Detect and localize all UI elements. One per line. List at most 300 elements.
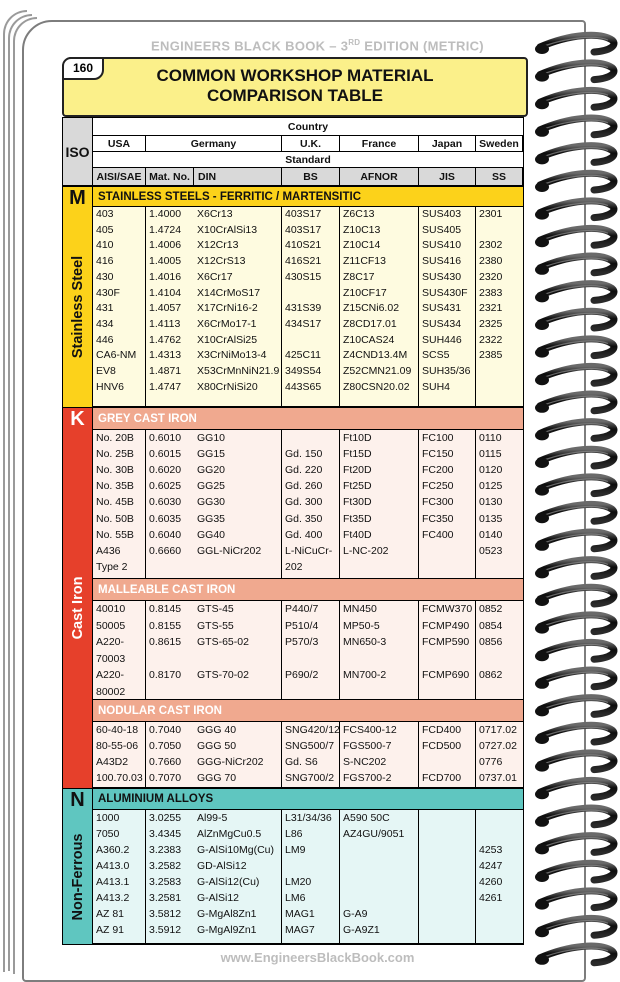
binding-ring (535, 449, 614, 468)
table-row (93, 333, 523, 349)
table-cell: X6CrMo17-1 (197, 317, 257, 330)
table-row (93, 238, 523, 254)
table-cell: 40010 (96, 603, 126, 615)
table-cell: X14CrMoS17 (197, 286, 261, 299)
table-cell: 425C11 (285, 349, 322, 362)
table-cell: MAG1 (285, 908, 315, 920)
table-row (93, 754, 523, 770)
table-cell: L-NC-202 (343, 544, 389, 557)
table-cell: 0717.02 (479, 724, 517, 736)
table-cell: 2380 (479, 255, 503, 268)
standard-4: AFNOR (340, 168, 418, 185)
table-row (93, 770, 523, 786)
table-cell: 80-55-06 (96, 740, 139, 752)
table-cell: 3.2583 (149, 876, 182, 888)
table-cell: 1.4016 (149, 270, 182, 283)
page-number: 160 (62, 57, 104, 80)
binding-ring (535, 615, 614, 634)
table-cell: SNG420/12 (285, 724, 340, 736)
group-letter: N (70, 789, 85, 811)
group-label: Stainless Steel (69, 255, 86, 359)
table-row (93, 826, 523, 842)
table-cell: GG15 (197, 448, 226, 461)
table-cell: A436 Type 2 (96, 544, 128, 573)
table-cell: FC150 (422, 448, 454, 461)
table-cell: 410S21 (285, 239, 322, 252)
table-row (93, 478, 523, 494)
table-cell: 0.8145 (149, 603, 182, 615)
table-cell: SUS405 (422, 223, 462, 236)
group-letter: M (69, 187, 86, 209)
table-cell: 0.6025 (149, 480, 182, 493)
table-cell: FCMP690 (422, 669, 470, 681)
section-rows (93, 207, 523, 406)
table-cell: GTS-65-02 (197, 636, 249, 648)
table-row (93, 906, 523, 922)
table-cell: FGS500-7 (343, 740, 392, 752)
table-row (93, 842, 523, 858)
table-row (93, 527, 523, 543)
table-row (93, 601, 523, 618)
table-cell: HNV6 (96, 380, 125, 393)
group-letter: K (70, 408, 85, 430)
binding-ring (535, 477, 614, 496)
table-cell: SUH35/36 (422, 365, 471, 377)
group-K-sidebar (63, 408, 92, 788)
table-cell: 3.2581 (149, 892, 182, 904)
binding-ring (535, 587, 614, 606)
table-cell: GGG 50 (197, 740, 237, 752)
table-cell: A413.2 (96, 892, 130, 904)
table-cell: FGS700-2 (343, 772, 392, 784)
table-cell: Z4CND13.4M (343, 349, 408, 362)
table-cell: X6Cr17 (197, 270, 233, 283)
table-cell: 0130 (479, 496, 503, 509)
table-cell: GTS-70-02 (197, 669, 249, 681)
binding-ring (535, 946, 614, 965)
table-cell: 3.5812 (149, 908, 182, 920)
table-cell: G-A9 (343, 908, 368, 920)
binding-ring (535, 201, 614, 220)
table-cell: GG40 (197, 528, 226, 541)
country-2: U.K. (282, 136, 339, 151)
table-cell: 0852 (479, 603, 503, 615)
table-cell: 2385 (479, 349, 503, 362)
table-row (93, 254, 523, 270)
table-cell: Gd. 350 (285, 512, 323, 525)
table-cell: Ft20D (343, 464, 372, 477)
country-header: Country (93, 118, 523, 135)
table-cell: 1.4313 (149, 349, 182, 362)
table-cell: 7050 (96, 828, 120, 840)
table-cell: 3.5912 (149, 924, 182, 936)
table-cell: 416 (96, 255, 114, 268)
country-4: Japan (419, 136, 475, 151)
table-cell: No. 30B (96, 464, 134, 477)
standard-5: JIS (419, 168, 475, 185)
footer-url: www.EngineersBlackBook.com (220, 950, 415, 965)
table-cell: FC100 (422, 432, 454, 444)
table-cell: SUH4 (422, 380, 451, 393)
table-cell: 3.2582 (149, 860, 182, 872)
table-row (93, 270, 523, 286)
table-cell: P510/4 (285, 619, 319, 632)
binding-ring (535, 808, 614, 827)
binding-ring (535, 725, 614, 744)
table-cell: P690/2 (285, 669, 319, 681)
table-cell: 100.70.03 (96, 772, 143, 784)
table-cell: 0.8615 (149, 636, 182, 648)
table-row (93, 380, 523, 396)
binding-ring (535, 311, 614, 330)
binding-ring (535, 532, 614, 551)
table-cell: 0.6020 (149, 464, 182, 477)
table-cell: GG30 (197, 496, 226, 509)
table-cell: GGG 70 (197, 772, 237, 784)
standard-3: BS (282, 168, 339, 185)
binding-ring (535, 284, 614, 303)
table-cell: No. 55B (96, 528, 134, 541)
table-row (93, 810, 523, 826)
table-cell: 2383 (479, 286, 503, 299)
table-cell: 416S21 (285, 255, 322, 268)
table-cell: A413.1 (96, 876, 130, 888)
table-cell: 0523 (479, 544, 503, 557)
table-cell: 0140 (479, 528, 503, 541)
table-cell: 0.6660 (149, 544, 182, 557)
iso-header: ISO (63, 118, 92, 185)
table-cell: GTS-55 (197, 619, 234, 632)
table-cell: SUS430 (422, 270, 462, 283)
table-cell: 1.4057 (149, 302, 182, 315)
table-cell: 0.6040 (149, 528, 182, 541)
table-cell: 1.4000 (149, 208, 182, 220)
table-cell: No. 45B (96, 496, 134, 509)
binding-ring (535, 642, 614, 661)
table-cell: 0.8155 (149, 619, 182, 632)
table-row (93, 890, 523, 906)
table-cell: 0737.01 (479, 772, 517, 784)
table-row (93, 348, 523, 364)
table-cell: 2322 (479, 333, 503, 346)
table-cell: 0776 (479, 756, 503, 768)
table-cell: 446 (96, 333, 114, 346)
section-title: MALLEABLE CAST IRON (93, 579, 523, 600)
table-cell: EV8 (96, 365, 116, 377)
table-cell: FC250 (422, 480, 454, 493)
table-cell: AZ 81 (96, 908, 125, 920)
table-cell: 0125 (479, 480, 503, 493)
table-cell: Gd. 150 (285, 448, 323, 461)
table-row (93, 364, 523, 380)
binding-ring (535, 146, 614, 165)
title-box (62, 57, 528, 117)
table-cell: AZ 91 (96, 924, 125, 936)
table-cell: 2302 (479, 239, 503, 252)
table-cell: GD-AlSi12 (197, 860, 247, 872)
table-cell: SUS410 (422, 239, 462, 252)
table-cell: 60-40-18 (96, 724, 139, 736)
table-cell: 0135 (479, 512, 503, 525)
table-cell: 4261 (479, 892, 503, 904)
table-cell: 0.6030 (149, 496, 182, 509)
table-cell: MN650-3 (343, 636, 387, 648)
section-title: GREY CAST IRON (93, 408, 523, 429)
table-row (93, 543, 523, 575)
table-cell: LM6 (285, 892, 306, 904)
table-cell: FCD400 (422, 724, 462, 736)
table-cell: 1.4747 (149, 380, 182, 393)
binding-ring (535, 35, 614, 54)
section-title: STAINLESS STEELS - FERRITIC / MARTENSITIC (93, 187, 523, 206)
table-cell: 4253 (479, 844, 503, 856)
table-cell: 4260 (479, 876, 503, 888)
binding-ring (535, 366, 614, 385)
binding-ring (535, 339, 614, 358)
table-cell: Z10CF17 (343, 286, 387, 299)
binding-ring (535, 753, 614, 772)
table-cell: Ft25D (343, 480, 372, 493)
table-cell: 1.4762 (149, 333, 182, 346)
table-cell: 349S54 (285, 365, 322, 377)
table-cell: 1.4005 (149, 255, 182, 268)
table-cell: A220- 70003 (96, 636, 126, 665)
table-cell: No. 35B (96, 480, 134, 493)
table-row (93, 494, 523, 510)
table-cell: 0115 (479, 448, 502, 461)
table-cell: X80CrNiSi20 (197, 380, 258, 393)
table-cell: L-NiCuCr- 202 (285, 544, 333, 573)
table-cell: 50005 (96, 619, 126, 632)
table-row (93, 634, 523, 667)
table-cell: SCS5 (422, 349, 450, 362)
table-cell: 403S17 (285, 223, 322, 236)
table-row (93, 317, 523, 333)
table-cell: FCD500 (422, 740, 462, 752)
table-row (93, 511, 523, 527)
table-cell: SUS431 (422, 302, 462, 315)
table-cell: Ft15D (343, 448, 372, 461)
table-cell: Z8CD17.01 (343, 317, 397, 330)
table-cell: 403 (96, 208, 114, 220)
page-title-line-1: COMMON WORKSHOP MATERIAL (156, 66, 434, 85)
country-1: Germany (146, 136, 281, 151)
table-cell: LM20 (285, 876, 312, 888)
table-row (93, 722, 523, 738)
country-5: Sweden (476, 136, 522, 151)
binding-ring (535, 836, 614, 855)
table-cell: No. 50B (96, 512, 134, 525)
table-cell: No. 25B (96, 448, 134, 461)
table-cell: 431 (96, 302, 114, 315)
table-row (93, 446, 523, 462)
table-cell: 0.7070 (149, 772, 182, 784)
binding-ring (535, 118, 614, 137)
table-cell: 2325 (479, 317, 503, 330)
standard-0: AISI/SAE (93, 168, 145, 185)
table-row (93, 667, 523, 700)
table-cell: 430 (96, 270, 114, 283)
table-cell: SUS430F (422, 286, 468, 299)
table-cell: Ft10D (343, 432, 372, 444)
table-cell: GG35 (197, 512, 226, 525)
group-label: Non-Ferrous (69, 833, 86, 920)
table-cell: 0.6015 (149, 448, 182, 461)
table-row (93, 301, 523, 317)
table-cell: FC400 (422, 528, 454, 541)
table-cell: 434S17 (285, 317, 322, 330)
section-title: ALUMINIUM ALLOYS (93, 789, 523, 809)
binding-ring (535, 504, 614, 523)
table-cell: Gd. S6 (285, 756, 318, 768)
table-cell: Z80CSN20.02 (343, 380, 410, 393)
section-rows (93, 722, 523, 787)
table-cell: 0.7050 (149, 740, 182, 752)
table-cell: GGG-NiCr202 (197, 756, 264, 768)
page-title-line-2: COMPARISON TABLE (207, 86, 383, 105)
table-cell: 3.4345 (149, 828, 182, 840)
table-cell: 2320 (479, 270, 503, 283)
table-cell: GTS-45 (197, 603, 234, 615)
table-row (93, 286, 523, 302)
table-cell: 4247 (479, 860, 503, 872)
table-cell: Z10CAS24 (343, 333, 395, 346)
comparison-table (62, 117, 524, 945)
table-cell: 0.6035 (149, 512, 182, 525)
table-cell: CA6-NM (96, 349, 137, 362)
binding-ring (535, 918, 614, 937)
table-cell: X17CrNi16-2 (197, 302, 258, 315)
group-label: Cast Iron (69, 576, 86, 640)
table-cell: Al99-5 (197, 812, 228, 824)
table-cell: G-AlSi12 (197, 892, 240, 904)
table-row (93, 207, 523, 223)
table-cell: FCMP490 (422, 619, 470, 632)
table-cell: 0120 (479, 464, 503, 477)
table-cell: G-AlSi10Mg(Cu) (197, 844, 275, 856)
table-cell: Ft35D (343, 512, 372, 525)
binding-ring (535, 394, 614, 413)
table-cell: 0110 (479, 432, 502, 444)
table-cell: 443S65 (285, 380, 322, 393)
table-cell: A590 50C (343, 812, 390, 824)
table-cell: GG10 (197, 432, 226, 444)
table-cell: FC350 (422, 512, 454, 525)
table-cell: Z15CNi6.02 (343, 302, 400, 315)
table-cell: Ft40D (343, 528, 372, 541)
table-cell: 403S17 (285, 208, 322, 220)
table-cell: 0.7660 (149, 756, 182, 768)
table-cell: Z11CF13 (343, 255, 386, 268)
table-cell: SUS403 (422, 208, 462, 220)
table-cell: 0862 (479, 669, 503, 681)
table-cell: AZ4GU/9051 (343, 828, 405, 840)
table-cell: MAG7 (285, 924, 315, 936)
table-cell: P570/3 (285, 636, 319, 648)
table-cell: 431S39 (285, 302, 322, 315)
table-cell: FC300 (422, 496, 454, 509)
table-cell: Gd. 400 (285, 528, 323, 541)
binding-ring (535, 670, 614, 689)
table-row (93, 430, 523, 446)
table-cell: MN450 (343, 603, 377, 615)
table-cell: L31/34/36 (285, 812, 332, 824)
section-rows (93, 810, 523, 943)
table-cell: SUH446 (422, 333, 462, 346)
table-cell: 1.4104 (149, 286, 182, 299)
table-cell: Gd. 220 (285, 464, 323, 477)
table-cell: SUS416 (422, 255, 462, 268)
binding-ring (535, 422, 614, 441)
table-cell: FCD700 (422, 772, 462, 784)
binding-ring (535, 63, 614, 82)
table-row (93, 618, 523, 635)
table-cell: 410 (96, 239, 114, 252)
table-cell: G-MgAl8Zn1 (197, 908, 257, 920)
table-cell: 1.4113 (149, 317, 181, 330)
table-cell: No. 20B (96, 432, 134, 444)
table-cell: 2321 (479, 302, 503, 315)
table-cell: FC200 (422, 464, 454, 477)
table-cell: Gd. 260 (285, 480, 323, 493)
table-cell: A360.2 (96, 844, 130, 856)
table-cell: X10CrAlSi25 (197, 333, 258, 346)
table-cell: Z6C13 (343, 208, 375, 220)
table-cell: 0727.02 (479, 740, 517, 752)
table-cell: A43D2 (96, 756, 129, 768)
table-cell: 3.0255 (149, 812, 182, 824)
standard-1: Mat. No. (146, 168, 193, 185)
table-cell: FCMW370 (422, 603, 473, 615)
table-cell: 0854 (479, 619, 503, 632)
table-row (93, 858, 523, 874)
table-cell: MP50-5 (343, 619, 380, 632)
group-M-sidebar (63, 187, 92, 407)
table-cell: SNG700/2 (285, 772, 335, 784)
table-cell: FCMP590 (422, 636, 470, 648)
country-0: USA (93, 136, 145, 151)
table-cell: GGG 40 (197, 724, 237, 736)
table-row (93, 874, 523, 890)
country-3: France (340, 136, 418, 151)
table-cell: S-NC202 (343, 756, 387, 768)
table-cell: X10CrAlSi13 (197, 223, 258, 236)
table-cell: Z10C13 (343, 223, 381, 236)
table-cell: Gd. 300 (285, 496, 323, 509)
table-cell: A220- 80002 (96, 669, 126, 698)
section-rows (93, 601, 523, 699)
table-cell: G-AlSi12(Cu) (197, 876, 260, 888)
table-row (93, 738, 523, 754)
table-cell: LM9 (285, 844, 306, 856)
table-cell: L86 (285, 828, 303, 840)
standard-6: SS (476, 168, 522, 185)
table-cell: SNG500/7 (285, 740, 335, 752)
table-cell: Z8C17 (343, 270, 375, 283)
table-cell: AlZnMgCu0.5 (197, 828, 262, 840)
table-cell: GG25 (197, 480, 226, 493)
table-cell: 0856 (479, 636, 503, 648)
table-cell: 1.4724 (149, 223, 182, 236)
table-cell: 0.6010 (149, 432, 182, 444)
table-cell: 1000 (96, 812, 120, 824)
table-row (93, 223, 523, 239)
table-row (93, 462, 523, 478)
table-cell: 405 (96, 223, 114, 236)
table-cell: 430S15 (285, 270, 322, 283)
table-cell: A413.0 (96, 860, 130, 872)
running-header: ENGINEERS BLACK BOOK – 3RD EDITION (METRIC) (151, 38, 484, 54)
